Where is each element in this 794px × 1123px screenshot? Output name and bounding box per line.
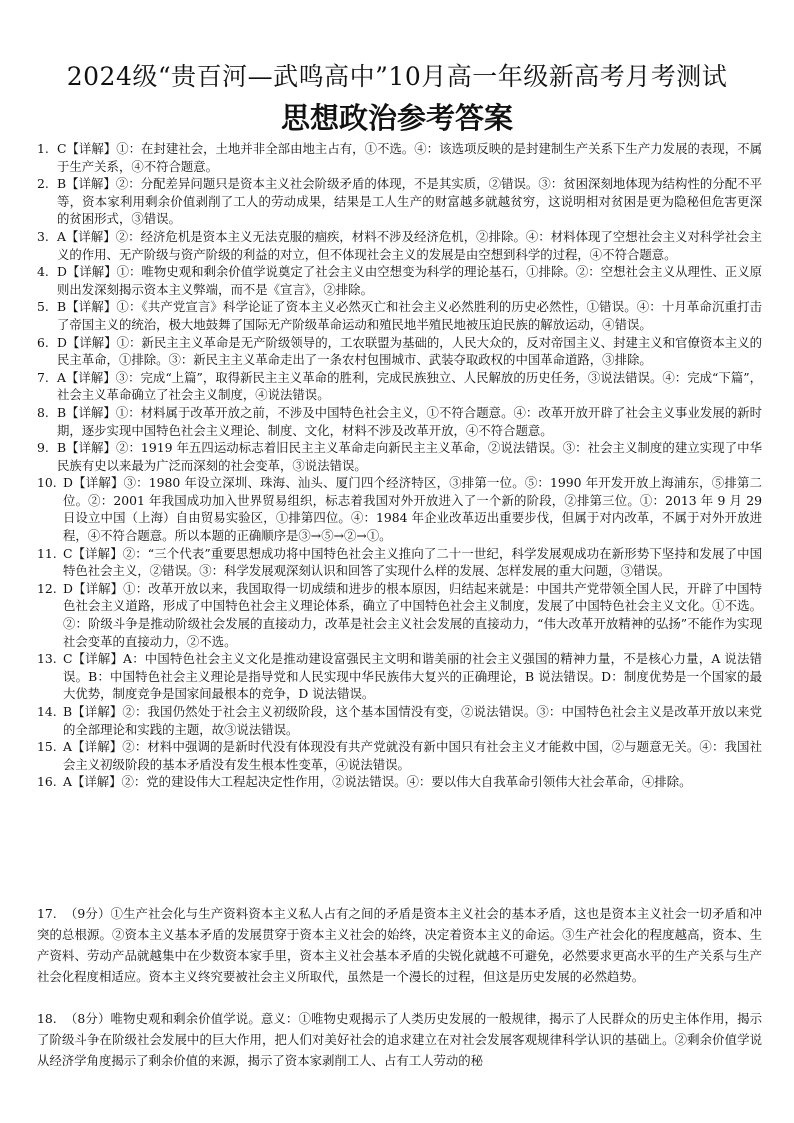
answer-item-13 — [37, 650, 762, 703]
answer-number: 9. — [37, 440, 49, 456]
page-title: 2024级“贵百河—武鸣高中”10月高一年级新高考月考测试 — [66, 62, 728, 91]
answer-number: 11. — [37, 545, 57, 561]
answer-text: D【详解】①：改革开放以来，我国取得一切成绩和进步的根本原因，归结起来就是：中国共产党带领全国人民，开辟了中国特色社会主义道路，形成了中国特色社会主义理论体系，确立了中国特色社会主义制度，发展了中国特色社会主义文化。①不选。②：阶级斗争是推动阶级社会发展的直接动力，改革是社会主义社会发展的直接动力，“伟大改革开放精神的弘扬”不能作为实现社会变革的直接动力，②不选。 — [63, 580, 762, 649]
answer-text: A【详解】②：党的建设伟大工程起决定性作用，②说法错误。④：要以伟大自我革命引领伟大社会革命，④排除。 — [63, 774, 692, 790]
page-subtitle: 思想政治参考答案 — [280, 101, 513, 135]
essay-answer-18 — [37, 1008, 762, 1071]
essay-answer-17 — [37, 903, 762, 987]
answer-number: 12. — [37, 580, 57, 596]
answer-text: D【详解】①：唯物史观和剩余价值学说奠定了社会主义由空想变为科学的理论基石，①排除。②：空想社会主义从理性、正义原则出发深刻揭示资本主义弊端，而不是《宣言》，②排除。 — [57, 264, 762, 297]
answer-text: B【详解】②：分配差异问题只是资本主义社会阶级矛盾的体现，不是其实质，②错误。③：贫困深刻地体现为结构性的分配不平等，资本家利用剩余价值剥削了工人的劳动成果，结果是工人生产的财富越多就越贫穷，这说明相对贫困是更为隐秘但危害更深的贫困形式，③错误。 — [57, 176, 762, 227]
answer-text: A【详解】②：经济危机是资本主义无法克服的痼疾，材料不涉及经济危机，②排除。④：材料体现了空想社会主义对科学社会主义的作用、无产阶级与资产阶级的利益的对立，但不体现社会主义的发展是由空想到科学的过程，④不符合题意。 — [57, 228, 762, 262]
answer-item-2 — [37, 175, 762, 228]
essay-number: 17. — [37, 906, 57, 921]
answer-item-9 — [37, 439, 762, 474]
answer-number: 4. — [37, 264, 49, 280]
answer-text: D【详解】③：1980 年设立深圳、珠海、汕头、厦门四个经济特区，③排第一位。⑤：1990 年开发开放上海浦东，⑤排第二位。②：2001 年我国成功加入世界贸易组织，标志着我国对外开放进入了一个新的阶段，②排第三位。①：2013 年 9 月 29 日设立中国（上海）自由贸易实验区，①排第四位。④：1984 年企业改革迈出重要步伐，但属于对内改革，不属于对外开放进程，④不符合题意。所以本题的正确顺序是③→⑤→②→①。 — [63, 475, 762, 544]
answer-item-4 — [37, 263, 762, 298]
answer-number: 13. — [37, 651, 57, 667]
answer-number: 5. — [37, 299, 49, 315]
answer-number: 2. — [37, 176, 49, 192]
answer-item-3 — [37, 228, 762, 263]
answer-item-7 — [37, 369, 762, 404]
answer-item-1 — [37, 140, 762, 175]
essay-text: （8分）唯物史观和剩余价值学说。意义：①唯物史观揭示了人类历史发展的一般规律，揭示了人民群众的历史主体作用，揭示了阶级斗争在阶级社会发展中的巨大作用，把人们对美好社会的追求建立在对社会发展客观规律科学认识的基础上。②剩余价值学说从经济学角度揭示了剩余价值的来源，揭示了资本家剥削工人、占有工人劳动的秘 — [37, 1011, 762, 1068]
answer-number: 16. — [37, 774, 57, 790]
answer-text: A【详解】③：完成“上篇”，取得新民主主义革命的胜利，完成民族独立、人民解放的历史任务，③说法错误。④：完成“下篇”，社会主义革命确立了社会主义制度，④说法错误。 — [57, 369, 762, 403]
answer-item-12 — [37, 580, 762, 650]
answer-number: 3. — [37, 228, 49, 244]
answer-item-6 — [37, 334, 762, 369]
answer-number: 15. — [37, 739, 57, 755]
answer-item-16 — [37, 773, 762, 791]
answer-text: D【详解】①：新民主主义革命是无产阶级领导的，工农联盟为基础的，人民大众的，反对帝国主义、封建主义和官僚资本主义的民主革命，①排除。③：新民主主义革命走出了一条农村包围城市、武装夺取政权的中国革命道路，③排除。 — [57, 334, 762, 368]
answer-text: A【详解】②：材料中强调的是新时代没有体现没有共产党就没有新中国只有社会主义才能救中国，②与题意无关。④：我国社会主义初级阶段的基本矛盾没有发生根本性变革，④说法错误。 — [63, 739, 762, 772]
answer-number: 8. — [37, 404, 49, 420]
answer-item-5 — [37, 298, 762, 333]
answer-text: C【详解】②：“三个代表”重要思想成功将中国特色社会主义推向了二十一世纪，科学发展观成功在新形势下坚持和发展了中国特色社会主义，②错误。③：科学发展观深刻认识和回答了实现什么样的发展、怎样发展的重大问题，③错误。 — [63, 545, 762, 579]
answer-item-8 — [37, 404, 762, 439]
essay-text: （9分）①生产社会化与生产资料资本主义私人占有之间的矛盾是资本主义社会的基本矛盾，这也是资本主义社会一切矛盾和冲突的总根源。②资本主义基本矛盾的发展贯穿于资本主义社会的始终，决定着资本主义的命运。③生产社会化的程度越高，资本、生产资料、劳动产品就越集中在少数资本家手里，资本主义社会基本矛盾的尖锐化就越不可避免，必然要求更高水平的生产关系与生产社会化程度相适应。资本主义终究要被社会主义所取代，虽然是一个漫长的过程，但这是历史发展的必然趋势。 — [37, 906, 762, 984]
answer-text: C【详解】①：在封建社会，土地并非全部由地主占有，①不选。④：该选项反映的是封建制生产关系下生产力发展的表现，不属于生产关系，④不符合题意。 — [57, 141, 762, 174]
answer-text: B【详解】②：1919 年五四运动标志着旧民主主义革命走向新民主主义革命，②说法错误。③：社会主义制度的建立实现了中华民族有史以来最为广泛而深刻的社会变革，③说法错误。 — [57, 440, 762, 473]
answer-item-14 — [37, 703, 762, 738]
answer-text: B【详解】①：材料属于改革开放之前，不涉及中国特色社会主义，①不符合题意。④：改革开放开辟了社会主义事业发展的新时期，逐步实现中国特色社会主义理论、制度、文化，材料不涉及改革开放，④不符合题意。 — [57, 404, 762, 438]
answer-item-15 — [37, 738, 762, 773]
answer-text: B【详解】②：我国仍然处于社会主义初级阶段，这个基本国情没有变，②说法错误。③：中国特色社会主义是改革开放以来党的全部理论和实践的主题，故③说法错误。 — [63, 704, 762, 737]
answer-list — [37, 140, 762, 791]
answer-text: B【详解】①：《共产党宣言》科学论证了资本主义必然灭亡和社会主义必然胜利的历史必然性，①错误。④：十月革命沉重打击了帝国主义的统治，极大地鼓舞了国际无产阶级革命运动和殖民地半殖民地被压迫民族的解放运动，④错误。 — [57, 299, 762, 332]
answer-number: 6. — [37, 334, 49, 350]
answer-number: 10. — [37, 475, 57, 491]
answer-number: 7. — [37, 369, 49, 385]
answer-number: 1. — [37, 141, 49, 156]
essay-number: 18. — [37, 1011, 57, 1026]
answer-number: 14. — [37, 704, 57, 719]
answer-item-10 — [37, 474, 762, 544]
answer-item-11 — [37, 545, 762, 580]
answer-text: C【详解】A：中国特色社会主义文化是推动建设富强民主文明和谐美丽的社会主义强国的精神力量，不是核心力量，A 说法错误。B：中国特色社会主义理论是指导党和人民实现中华民族伟大复兴的正确理论，B 说法错误。D：制度优势是一个国家的最大优势，制度竞争是国家间最根本的竞争，D 说法错误。 — [63, 651, 762, 702]
